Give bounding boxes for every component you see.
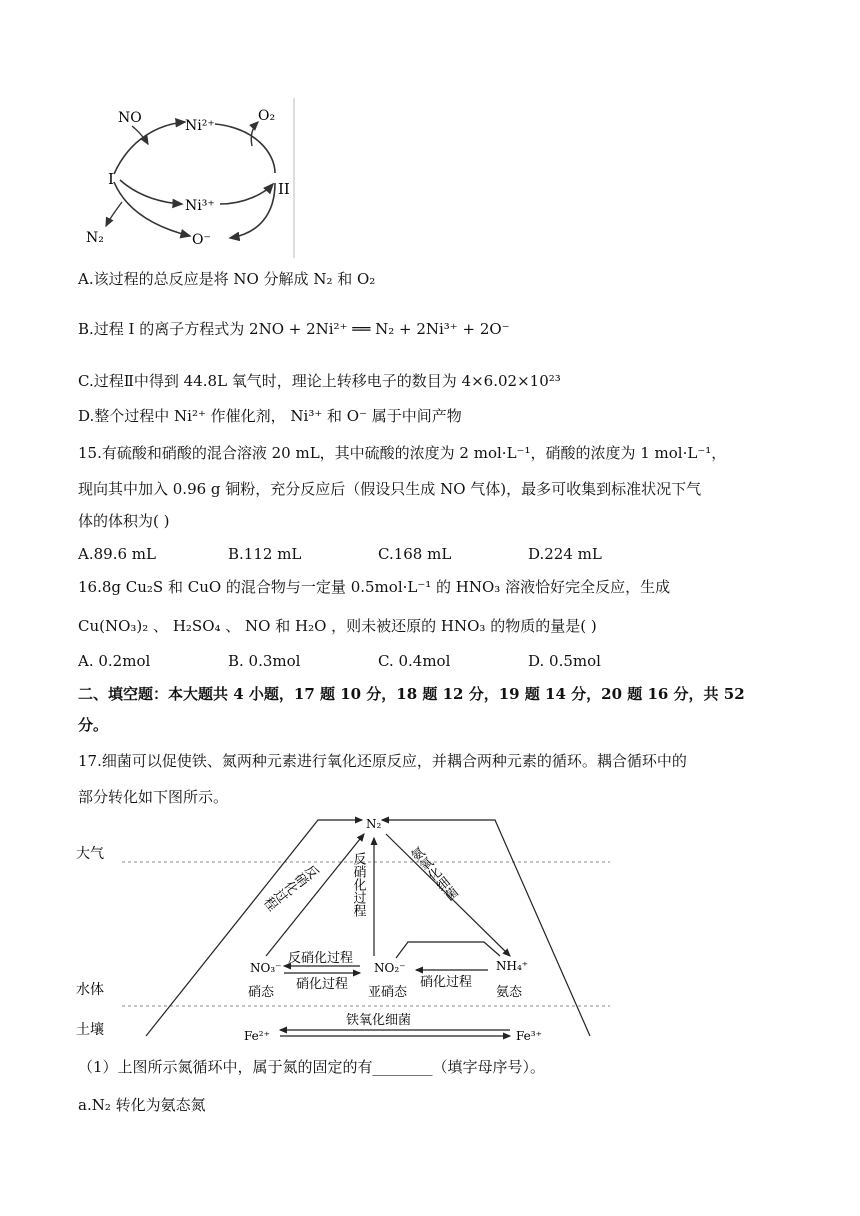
o2-arrow — [251, 122, 258, 146]
section-heading-line-2: 分。 — [78, 716, 109, 734]
q16-option-a: A. 0.2mol — [78, 652, 151, 670]
label-denit-diagonal: 反硝化过程 — [260, 860, 321, 912]
q15-line-2: 现向其中加入 0.96 g 铜粉，充分反应后（假设只生成 NO 气体)，最多可收集到标准状况下气 — [78, 480, 702, 498]
label-no: NO — [118, 110, 142, 126]
q14-option-d: D.整个过程中 Ni²⁺ 作催化剂， Ni³⁺ 和 O⁻ 属于中间产物 — [78, 407, 462, 425]
node-fe2: Fe²⁺ — [244, 1029, 270, 1043]
node-no3: NO₃⁻ — [250, 961, 282, 975]
cycle-bottom-arc — [114, 182, 190, 236]
q17-sub1-option-a: a.N₂ 转化为氨态氮 — [78, 1096, 206, 1114]
label-i: I — [108, 170, 114, 188]
layer-soil: 土壤 — [76, 1022, 104, 1038]
q16-line-2: Cu(NO₃)₂ 、 H₂SO₄ 、 NO 和 H₂O ，则未被还原的 HNO₃ 的物质的量是( ) — [78, 617, 597, 635]
cycle-right-down-arc — [230, 183, 275, 238]
q15-option-b: B.112 mL — [228, 545, 302, 563]
q15-line-1: 15.有硫酸和硝酸的混合溶液 20 mL，其中硫酸的浓度为 2 mol·L⁻¹，硝酸的浓度为 1 mol·L⁻¹， — [78, 444, 727, 462]
label-n2: N₂ — [86, 230, 104, 246]
label-nit-bottom: 硝化过程 — [296, 977, 349, 992]
q16-option-b: B. 0.3mol — [228, 652, 301, 670]
cycle-top-arc — [114, 122, 185, 174]
q15-option-a: A.89.6 mL — [78, 545, 156, 563]
n2-arrow — [106, 202, 122, 226]
q17-sub1: （1）上图所示氮循环中，属于氮的固定的有________（填字母序号）。 — [78, 1058, 546, 1076]
label-nit-right: 硝化过程 — [420, 975, 473, 990]
label-ni3: Ni³⁺ — [185, 198, 215, 214]
node-nh4: NH₄⁺ — [496, 959, 529, 973]
label-ii: II — [278, 180, 290, 198]
node-no3-name: 硝态 — [248, 985, 275, 1000]
q16-line-1: 16.8g Cu₂S 和 CuO 的混合物与一定量 0.5mol·L⁻¹ 的 HNO₃ 溶液恰好完全反应，生成 — [78, 578, 671, 596]
q15-line-3: 体的体积为( ) — [78, 512, 170, 530]
node-no2-name: 亚硝态 — [368, 985, 408, 1000]
q15-option-d: D.224 mL — [528, 545, 602, 563]
q15-option-c: C.168 mL — [378, 545, 452, 563]
q17-line-2: 部分转化如下图所示。 — [78, 788, 229, 806]
label-ammox-diagonal: 氨氧化细菌 — [406, 845, 460, 905]
q17-line-1: 17.细菌可以促使铁、氮两种元素进行氧化还原反应，并耦合两种元素的循环。耦合循环中的 — [78, 752, 687, 770]
node-nh4-name: 氨态 — [496, 985, 523, 1000]
q16-option-c: C. 0.4mol — [378, 652, 451, 670]
label-fe-oxid: 铁氧化细菌 — [346, 1013, 412, 1028]
label-o2: O₂ — [258, 108, 276, 124]
q16-option-d: D. 0.5mol — [528, 652, 601, 670]
node-no2: NO₂⁻ — [374, 961, 406, 975]
node-fe3: Fe³⁺ — [516, 1029, 542, 1043]
label-denit-vertical: 反硝化过程 — [350, 852, 366, 917]
no2-nh4-bracket — [396, 942, 500, 958]
fe2-to-n2-arrow — [146, 820, 362, 1036]
node-n2: N₂ — [366, 817, 382, 831]
label-o: O⁻ — [192, 232, 211, 248]
cycle-top-right-arc — [215, 124, 275, 173]
ni-cycle-diagram — [70, 98, 300, 258]
cycle-ni3-arc — [220, 184, 273, 204]
layer-atmosphere: 大气 — [76, 846, 104, 862]
cycle-middle-arc — [120, 180, 182, 204]
q14-option-a: A.该过程的总反应是将 NO 分解成 N₂ 和 O₂ — [78, 270, 376, 288]
layer-water: 水体 — [76, 982, 104, 998]
label-ni2: Ni²⁺ — [185, 118, 215, 134]
label-denit-top: 反硝化过程 — [288, 951, 354, 966]
q14-option-b: B.过程 I 的离子方程式为 2NO + 2Ni²⁺ ══ N₂ + 2Ni³⁺ + 2O⁻ — [78, 320, 510, 338]
q14-option-c: C.过程Ⅱ中得到 44.8L 氧气时，理论上转移电子的数目为 4×6.02×10²³ — [78, 372, 561, 390]
section-heading-line-1: 二、填空题：本大题共 4 小题，17 题 10 分，18 题 12 分，19 题 14 分，20 题 16 分，共 52 — [78, 685, 745, 703]
nitrogen-iron-cycle-diagram — [70, 810, 630, 1050]
